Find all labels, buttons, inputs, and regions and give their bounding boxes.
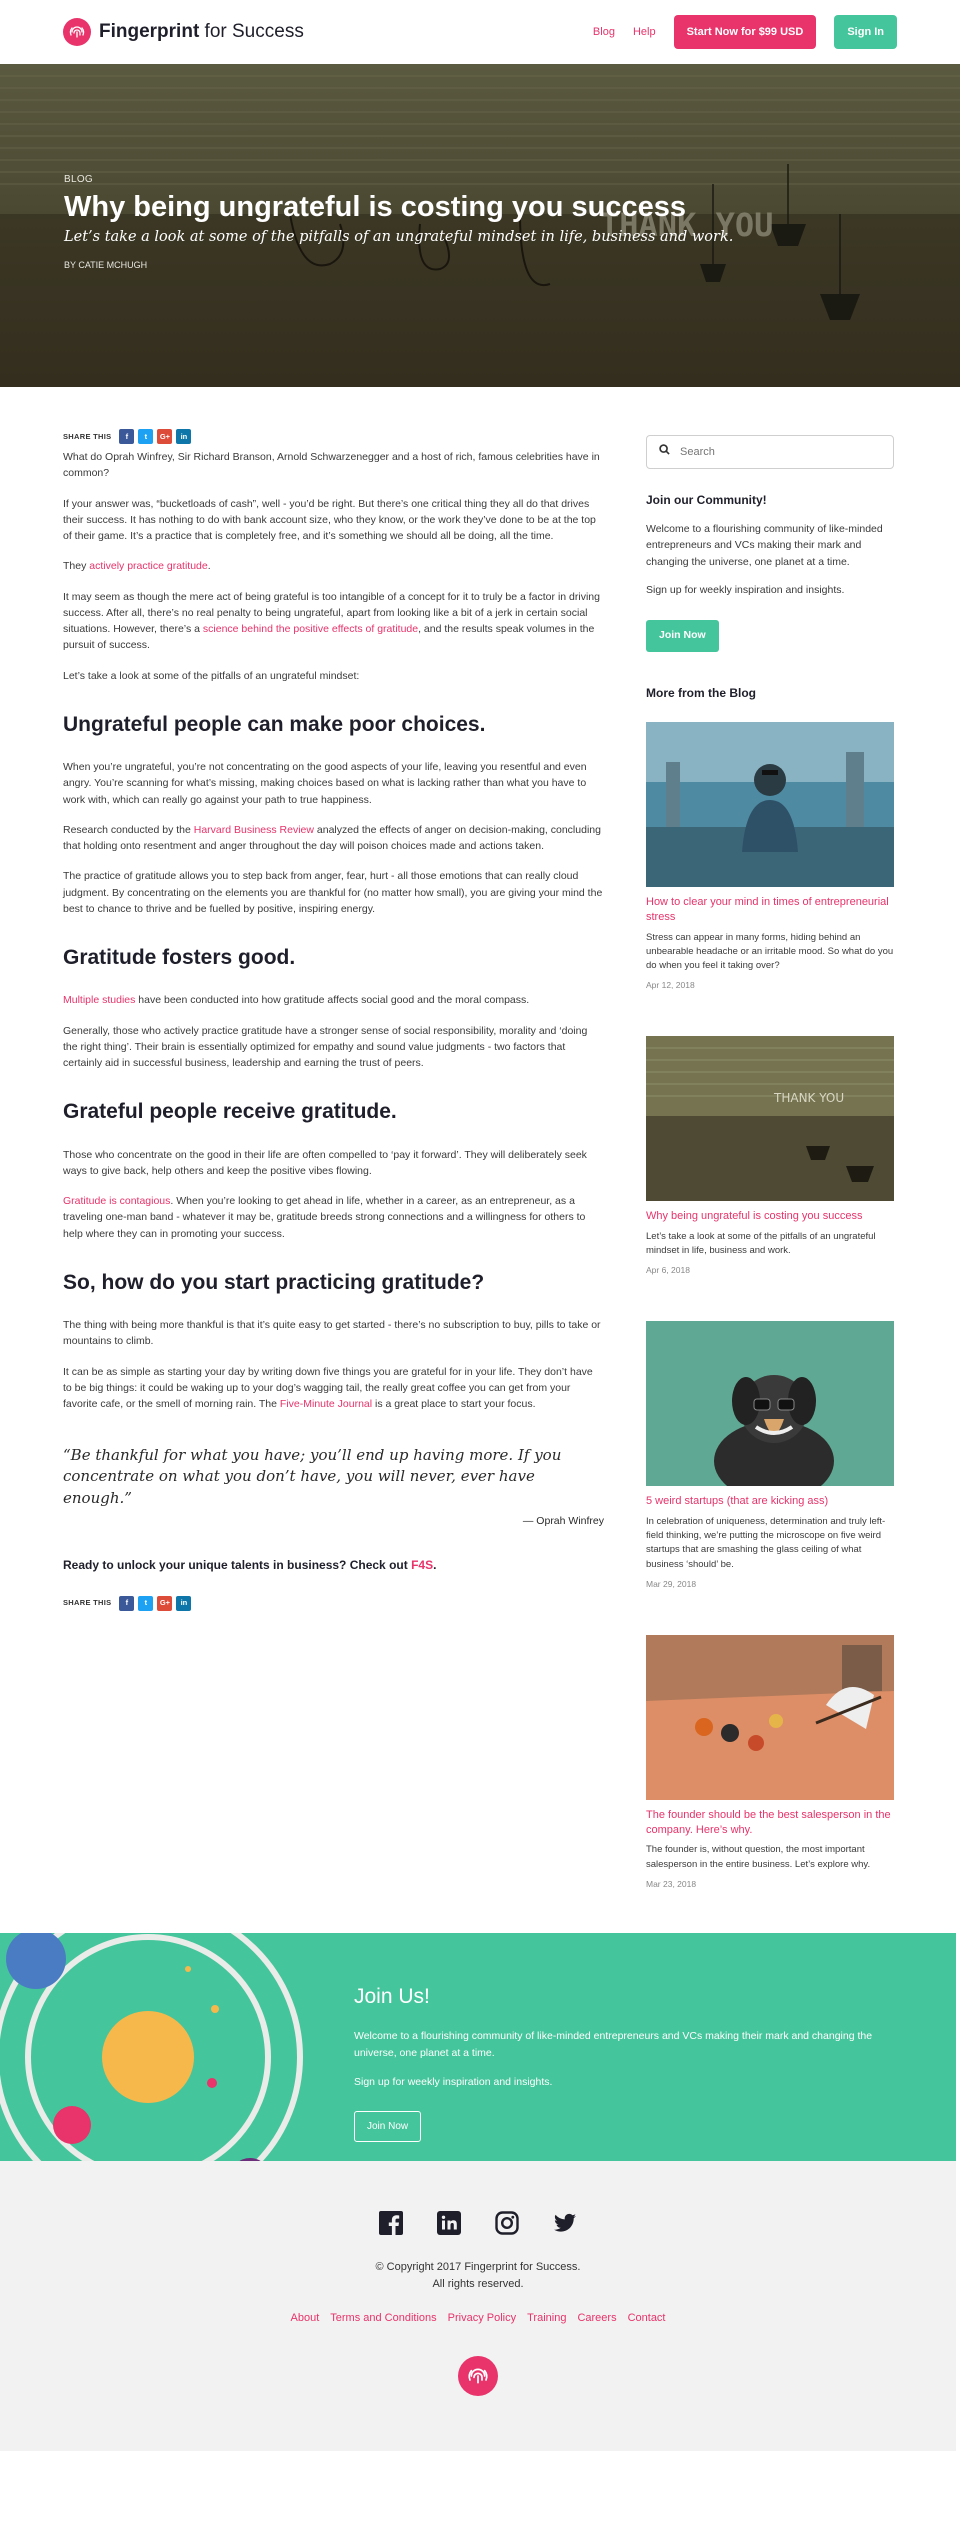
section-heading: Gratitude fosters good. bbox=[63, 946, 296, 970]
section-heading: So, how do you start practicing gratitude? bbox=[63, 1271, 485, 1294]
post-excerpt: Stress can appear in many forms, hiding behind an unbearable headache or an irritable mood. So what do you do when you feel it taking over? bbox=[646, 931, 894, 971]
footer-link-about[interactable]: About bbox=[290, 2311, 320, 2324]
search-input[interactable] bbox=[680, 446, 860, 458]
blog-post-card[interactable] bbox=[646, 1036, 894, 1277]
join-us-text bbox=[354, 1981, 914, 2142]
post-date: Mar 23, 2018 bbox=[646, 1878, 697, 1889]
article-paragraph: It can be as simple as starting your day by writing down five things you are grateful for in your life. They don’t have to be big things: it could be waking up to your dog’s wagging tail, the really great coffee you can get from your favorite cafe, or the smell of morning rain. The Five-Minute Journal is a great place to start your focus. bbox=[63, 1365, 593, 1411]
share-label: SHARE THIS bbox=[63, 1598, 112, 1608]
article-paragraph: They actively practice gratitude. bbox=[63, 560, 211, 573]
sign-in-button[interactable]: Sign In bbox=[834, 15, 897, 50]
article-cta: Ready to unlock your unique talents in business? Check out F4S. bbox=[63, 1557, 437, 1572]
blog-post-card[interactable] bbox=[646, 722, 894, 992]
site-footer bbox=[0, 2161, 956, 2451]
linkedin-share-icon[interactable]: in bbox=[176, 1596, 191, 1611]
join-us-band bbox=[0, 1933, 956, 2161]
post-title-link[interactable]: The founder should be the best salesperson in the company. Here’s why. bbox=[646, 1808, 891, 1836]
post-title-link[interactable]: How to clear your mind in times of entrepreneurial stress bbox=[646, 895, 889, 923]
blog-post-card[interactable] bbox=[646, 1321, 894, 1591]
social-links bbox=[0, 2211, 956, 2235]
hero-kicker: BLOG bbox=[64, 174, 93, 185]
post-title-link[interactable]: 5 weird startups (that are kicking ass) bbox=[646, 1495, 829, 1508]
facebook-share-icon[interactable]: f bbox=[119, 429, 134, 444]
article-paragraph: It may seem as though the mere act of being grateful is too intangible of a concept for it to truly be a factor in driving success. After all, there’s no real penalty to being ungrateful, apart from looking like a bit of a jerk in certain social situations. However, there’s a science behind the positive effects of gratitude, and the results speak volumes in the pursuit of success. bbox=[63, 590, 600, 652]
gratitude-link[interactable]: actively practice gratitude bbox=[89, 560, 208, 573]
copyright-line: © Copyright 2017 Fingerprint for Success. bbox=[375, 2260, 581, 2273]
share-bar-bottom bbox=[63, 1596, 604, 1611]
community-text: Welcome to a flourishing community of like-minded entrepreneurs and VCs making their mark and changing the universe, one planet at a time. bbox=[646, 523, 883, 568]
post-excerpt: In celebration of uniqueness, determination and truly left-field thinking, we’re putting the microscope on five weird startups that are smashing the glass ceiling of what business ‘should’ be. bbox=[646, 1515, 886, 1570]
linkedin-share-icon[interactable]: in bbox=[176, 429, 191, 444]
planets-illustration bbox=[0, 1933, 330, 2161]
f4s-link[interactable]: F4S bbox=[411, 1557, 434, 1572]
hero-sign-text: THANK YOU bbox=[600, 206, 774, 244]
footer-link-terms[interactable]: Terms and Conditions bbox=[330, 2311, 437, 2324]
logo[interactable] bbox=[63, 18, 304, 47]
post-date: Mar 29, 2018 bbox=[646, 1578, 697, 1589]
post-date: Apr 6, 2018 bbox=[646, 1265, 690, 1276]
hero-banner bbox=[0, 64, 960, 387]
page-title: Why being ungrateful is costing you success bbox=[64, 191, 686, 223]
article-paragraph: If your answer was, “bucketloads of cash”, well - you’d be right. But there’s one critical thing they all do that drives their success. It has nothing to do with bank account size, who they know, or the work they’ve done to be at the top of their game. It’s a practice that is completely free, and it’s something we should all be doing, all the time. bbox=[63, 497, 596, 543]
science-link[interactable]: science behind the positive effects of gratitude bbox=[202, 623, 419, 636]
twitter-icon[interactable] bbox=[553, 2211, 577, 2235]
nav-blog-link[interactable]: Blog bbox=[592, 25, 615, 38]
footer-link-privacy[interactable]: Privacy Policy bbox=[447, 2311, 517, 2324]
thumbnail-sign-text: THANK YOU bbox=[774, 1091, 845, 1105]
five-minute-journal-link[interactable]: Five-Minute Journal bbox=[279, 1398, 373, 1411]
article-paragraph: Gratitude is contagious. When you’re looking to get ahead in life, whether in a career, as an entrepreneur, as a traveling one-man band - whatever it may be, gratitude breeds strong connections and a willingness for others to help where they can in promoting your success. bbox=[63, 1195, 586, 1240]
pull-quote: “Be thankful for what you have; you’ll end up having more. If you concentrate on what you don’t have, you will never, ever have enough.” bbox=[63, 1445, 562, 1508]
community-title: Join our Community! bbox=[646, 493, 767, 507]
hero-text bbox=[64, 172, 784, 273]
footer-link-contact[interactable]: Contact bbox=[627, 2311, 666, 2324]
post-excerpt: The founder is, without question, the most important salesperson in the entire business. Let’s explore why. bbox=[646, 1844, 871, 1870]
post-date: Apr 12, 2018 bbox=[646, 980, 695, 991]
join-us-title: Join Us! bbox=[354, 1984, 430, 2008]
article bbox=[63, 429, 604, 1891]
article-paragraph: What do Oprah Winfrey, Sir Richard Branson, Arnold Schwarzenegger and a host of rich, famous celebrities have in common? bbox=[63, 451, 600, 480]
search-icon bbox=[659, 444, 670, 461]
multiple-studies-link[interactable]: Multiple studies bbox=[63, 994, 136, 1007]
article-paragraph: Those who concentrate on the good in their life are often compelled to ‘pay it forward’. They will deliberately seek ways to give back, help others and keep the positive vibes flowing. bbox=[63, 1148, 587, 1177]
hbr-link[interactable]: Harvard Business Review bbox=[193, 823, 314, 836]
twitter-share-icon[interactable]: t bbox=[138, 1596, 153, 1611]
article-paragraph: The thing with being more thankful is that it’s quite easy to get started - there’s no subscription to buy, pills to take or mountains to climb. bbox=[63, 1319, 601, 1348]
hero-byline: BY CATIE MCHUGH bbox=[64, 260, 148, 271]
contagious-link[interactable]: Gratitude is contagious bbox=[63, 1195, 171, 1208]
article-paragraph: Multiple studies have been conducted into how gratitude affects social good and the moral compass. bbox=[63, 994, 530, 1007]
community-signup-text: Sign up for weekly inspiration and insights. bbox=[646, 583, 845, 596]
logo-text: Fingerprint for Success bbox=[99, 20, 304, 42]
footer-link-training[interactable]: Training bbox=[527, 2311, 567, 2324]
sidebar bbox=[646, 429, 894, 1891]
article-paragraph: Let’s take a look at some of the pitfalls of an ungrateful mindset: bbox=[63, 669, 360, 682]
footer-links bbox=[0, 2310, 956, 2327]
share-bar-top bbox=[63, 429, 604, 444]
article-paragraph: The practice of gratitude allows you to step back from anger, fear, hurt - all those emotions that can really cloud judgment. By concentrating on the elements you are thankful for (no matter how small), you are giving your mind the best to chance to thrive and be fuelled by positive, inspiring energy. bbox=[63, 870, 603, 915]
share-label: SHARE THIS bbox=[63, 431, 112, 441]
hero-subtitle: Let’s take a look at some of the pitfalls of an ungrateful mindset in life, business and work. bbox=[64, 229, 734, 246]
main-content bbox=[0, 387, 960, 1891]
site-header bbox=[0, 0, 960, 64]
more-from-blog-title: More from the Blog bbox=[646, 685, 756, 700]
post-title-link[interactable]: Why being ungrateful is costing you success bbox=[646, 1210, 863, 1222]
instagram-icon[interactable] bbox=[495, 2211, 519, 2235]
join-us-paragraph: Welcome to a flourishing community of like-minded entrepreneurs and VCs making their mark and changing the universe, one planet at a time. bbox=[354, 2030, 873, 2059]
join-now-outline-button[interactable]: Join Now bbox=[354, 2111, 421, 2142]
join-now-button[interactable]: Join Now bbox=[646, 620, 719, 652]
main-nav bbox=[593, 15, 897, 50]
quote-author: — Oprah Winfrey bbox=[522, 1514, 604, 1527]
copyright bbox=[0, 2259, 956, 2294]
nav-help-link[interactable]: Help bbox=[632, 25, 656, 38]
googleplus-share-icon[interactable]: G+ bbox=[157, 429, 172, 444]
linkedin-icon[interactable] bbox=[437, 2211, 461, 2235]
post-thumbnail[interactable] bbox=[646, 722, 894, 887]
facebook-icon[interactable] bbox=[379, 2211, 403, 2235]
article-paragraph: Generally, those who actively practice gratitude have a stronger sense of social responsibility, morality and ‘doing the right thing’. Their brain is essentially optimized for empathy and sound value judgments - two factors that certainly aid in successful business, leadership and earning the trust of peers. bbox=[63, 1024, 588, 1070]
search-box[interactable] bbox=[646, 435, 894, 469]
footer-link-careers[interactable]: Careers bbox=[577, 2311, 617, 2324]
start-now-button[interactable]: Start Now for $99 USD bbox=[674, 15, 817, 50]
post-thumbnail[interactable] bbox=[646, 1036, 894, 1201]
blog-post-card[interactable] bbox=[646, 1635, 894, 1891]
post-thumbnail[interactable] bbox=[646, 1321, 894, 1486]
join-us-signup-text: Sign up for weekly inspiration and insights. bbox=[354, 2075, 553, 2088]
section-heading: Ungrateful people can make poor choices. bbox=[63, 712, 486, 736]
rights-line: All rights reserved. bbox=[432, 2278, 524, 2291]
footer-fingerprint-logo-icon[interactable] bbox=[458, 2356, 498, 2396]
article-paragraph: When you’re ungrateful, you’re not concentrating on the good aspects of your life, leaving you resentful and even angry. You’re scanning for what’s missing, making choices based on what is lacking rather than what you have to work with, which can really go against your path to true happiness. bbox=[63, 761, 587, 806]
facebook-share-icon[interactable]: f bbox=[119, 1596, 134, 1611]
googleplus-share-icon[interactable]: G+ bbox=[157, 1596, 172, 1611]
fingerprint-logo-icon bbox=[63, 18, 91, 46]
article-paragraph: Research conducted by the Harvard Business Review analyzed the effects of anger on decision-making, concluding that holding onto resentment and anger throughout the day will poison choices made and actions taken. bbox=[63, 823, 601, 853]
post-thumbnail[interactable] bbox=[646, 1635, 894, 1800]
twitter-share-icon[interactable]: t bbox=[138, 429, 153, 444]
post-excerpt: Let’s take a look at some of the pitfalls of an ungrateful mindset in life, business and work. bbox=[646, 1230, 876, 1257]
section-heading: Grateful people receive gratitude. bbox=[63, 1100, 397, 1124]
